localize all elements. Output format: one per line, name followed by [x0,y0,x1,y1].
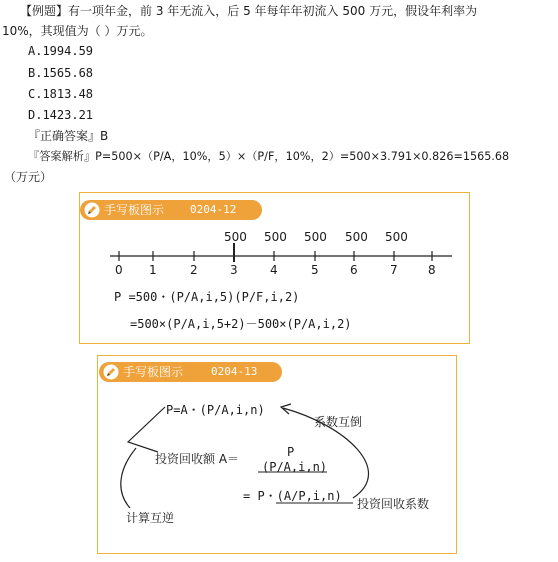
fraction-numerator: P [287,445,295,459]
flow-amount-7: 500 [385,230,408,244]
formula-p: P=A・(P/A,i,n) [166,403,265,417]
flow-amount-6: 500 [345,230,368,244]
tick-label-4: 4 [270,263,278,277]
question-line-1: 【例题】有一项年金，前 3 年无流入，后 5 年每年年初流入 500 万元，假设年利率为 [20,4,478,18]
panel-1-badge-code: 0204-12 [190,203,237,216]
answer-analysis: 『答案解析』P=500×（P/A，10%，5）×（P/F，10%，2）=500×3.791×0.826=1565.68 [28,150,510,163]
panel-1-formula-1: P =500・(P/A,i,5)(P/F,i,2) [114,290,300,304]
tick-label-2: 2 [190,263,198,277]
flow-amount-4: 500 [264,230,287,244]
option-c: C.1813.48 [28,87,94,101]
tick-label-0: 0 [115,263,123,277]
panel-1-formula-2: =500×(P/A,i,5+2)－500×(P/A,i,2) [130,317,352,331]
panel-2-badge-title: 手写板图示 [123,365,184,379]
option-a: A.1994.59 [28,44,94,58]
option-d: D.1423.21 [28,108,94,122]
tick-label-7: 7 [390,263,398,277]
panel-2-badge-code: 0204-13 [211,365,258,378]
option-b: B.1565.68 [28,66,94,80]
answer-analysis-unit: （万元） [4,170,53,184]
label-reciprocal: 系数互倒 [314,415,363,429]
flow-amount-3: 500 [224,230,247,244]
tick-label-6: 6 [350,263,358,277]
formula-ap: = P・(A/P,i,n) [243,489,342,503]
tick-label-8: 8 [428,263,436,277]
tick-label-1: 1 [149,263,157,277]
flow-amount-5: 500 [304,230,327,244]
tick-label-3: 3 [230,263,238,277]
correct-answer: 『正确答案』B [28,129,109,143]
label-inverse: 计算互逆 [126,511,175,525]
inverse-curve [121,448,136,508]
bracket-line [128,407,165,452]
tick-label-5: 5 [311,263,319,277]
panel-1-badge-title: 手写板图示 [104,203,165,217]
fraction-denominator: (P/A,i,n) [262,460,328,474]
question-line-2: 10%，其现值为（ ）万元。 [2,24,153,38]
label-recovery-amount: 投资回收额 A＝ [155,452,240,466]
label-recovery-coefficient: 投资回收系数 [357,497,430,511]
